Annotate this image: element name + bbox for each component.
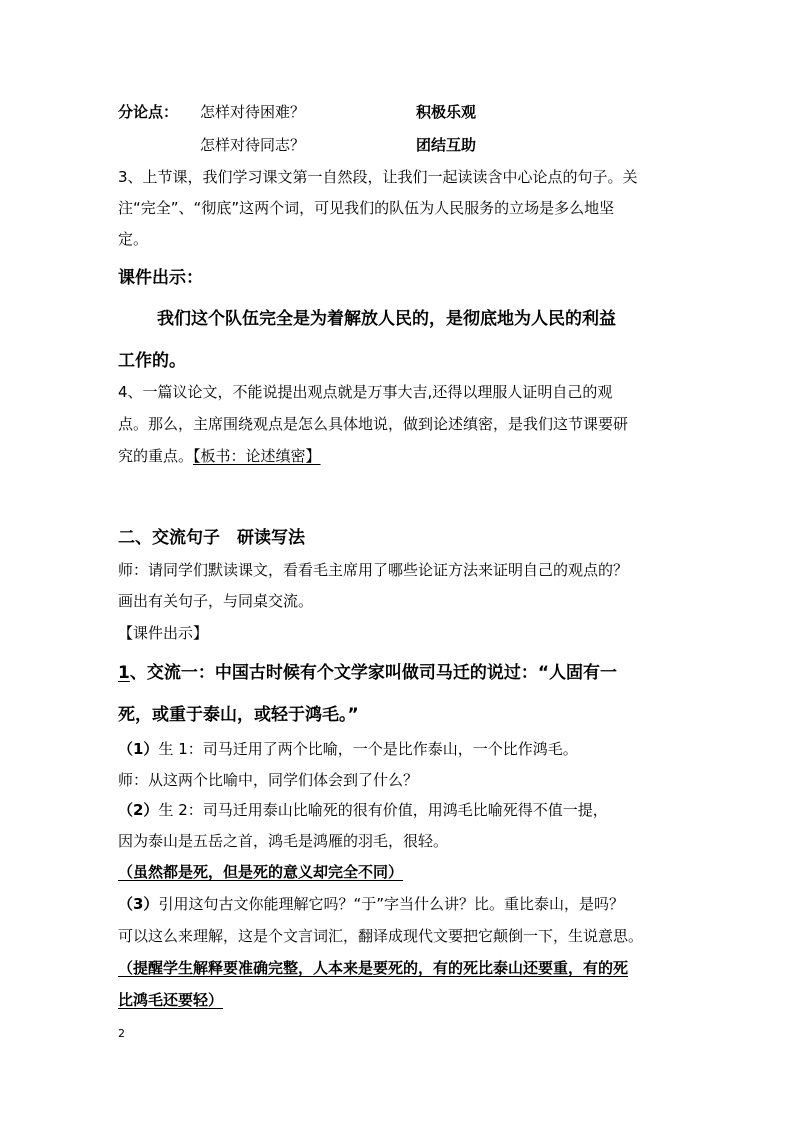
note-2-line-1: （提醒学生解释要准确完整，人本来是要死的，有的死比泰山还要重，有的死 (118, 959, 629, 977)
slide-label: 课件出示： (118, 268, 203, 288)
section-heading: 二、交流句子 研读写法 (118, 528, 305, 548)
note-1: （虽然都是死，但是死的意义却完全不同） (118, 863, 404, 881)
note-2-line-2: 比鸿毛还要轻） (118, 991, 224, 1009)
student-2-answer-line-2: 因为泰山是五岳之首，鸿毛是鸿雁的羽毛，很轻。 (118, 832, 449, 850)
quote-line-2: 工作的。 (118, 351, 186, 371)
exchange-1-line-1 (118, 658, 617, 683)
teacher-prompt-line-2: 画出有关句子，与同桌交流。 (118, 592, 314, 610)
paragraph-3-line-2: 注“完全”、“彻底”这两个词，可见我们的队伍为人民服务的立场是多么地坚 (118, 199, 615, 217)
student-2-text: 生 2：司马迁用泰山比喻死的很有价值，用鸿毛比喻死得不值一提， (158, 801, 608, 819)
paragraph-3-line-1: 3、上节课，我们学习课文第一自然段，让我们一起读读含中心论点的句子。关 (118, 168, 638, 186)
item-3-line-2: 可以这么来理解，这是个文言词汇，翻译成现代文要把它颠倒一下，生说意思。 (118, 927, 644, 945)
teacher-question: 师：从这两个比喻中，同学们体会到了什么？ (118, 771, 419, 789)
item-3-number: （3） (118, 895, 159, 913)
paragraph-3-line-3: 定。 (118, 230, 149, 248)
paragraph-4-tail: 究的重点。 (118, 447, 194, 465)
exchange-1-number: 1 (118, 663, 130, 683)
student-2-answer-line-1 (118, 799, 608, 820)
student-2-number: （2） (118, 801, 159, 819)
paragraph-4-line-1: 4、一篇议论文，不能说提出观点就是万事大吉,还得以理服人证明自己的观 (118, 383, 613, 401)
page-number: 2 (118, 1027, 125, 1040)
outline-label: 分论点： (118, 103, 179, 121)
student-1-answer (118, 738, 578, 759)
paragraph-4-line-3 (118, 445, 321, 466)
student-1-text: 生 1：司马迁用了两个比喻，一个是比作泰山，一个比作鸿毛。 (158, 740, 578, 758)
item-3-line-1 (118, 893, 624, 914)
item-3-text: 引用这句古文你能理解它吗？“于”字当什么讲？比。重比泰山，是吗？ (158, 895, 624, 913)
outline-answer-2: 团结互助 (416, 136, 477, 154)
board-note: 【板书：论述缜密】 (193, 447, 321, 465)
outline-answer-1: 积极乐观 (416, 103, 477, 121)
slide-label-2: 【课件出示】 (118, 624, 209, 642)
paragraph-4-line-2: 点。那么，主席围绕观点是怎么具体地说，做到论述缜密，是我们这节课要研 (118, 415, 629, 433)
exchange-1-text: 、交流一：中国古时候有个文学家叫做司马迁的说过：“人固有一 (129, 663, 618, 683)
outline-question-1: 怎样对待困难？ (200, 103, 306, 121)
outline-question-2: 怎样对待同志？ (200, 136, 306, 154)
exchange-1-line-2: 死，或重于泰山，或轻于鸿毛。” (118, 705, 359, 725)
outline-row-1 (118, 101, 477, 122)
teacher-prompt-line-1: 师：请同学们默读课文，看看毛主席用了哪些论证方法来证明自己的观点的？ (118, 561, 629, 579)
student-1-number: （1） (118, 740, 159, 758)
quote-line-1: 我们这个队伍完全是为着解放人民的，是彻底地为人民的利益 (157, 309, 616, 329)
